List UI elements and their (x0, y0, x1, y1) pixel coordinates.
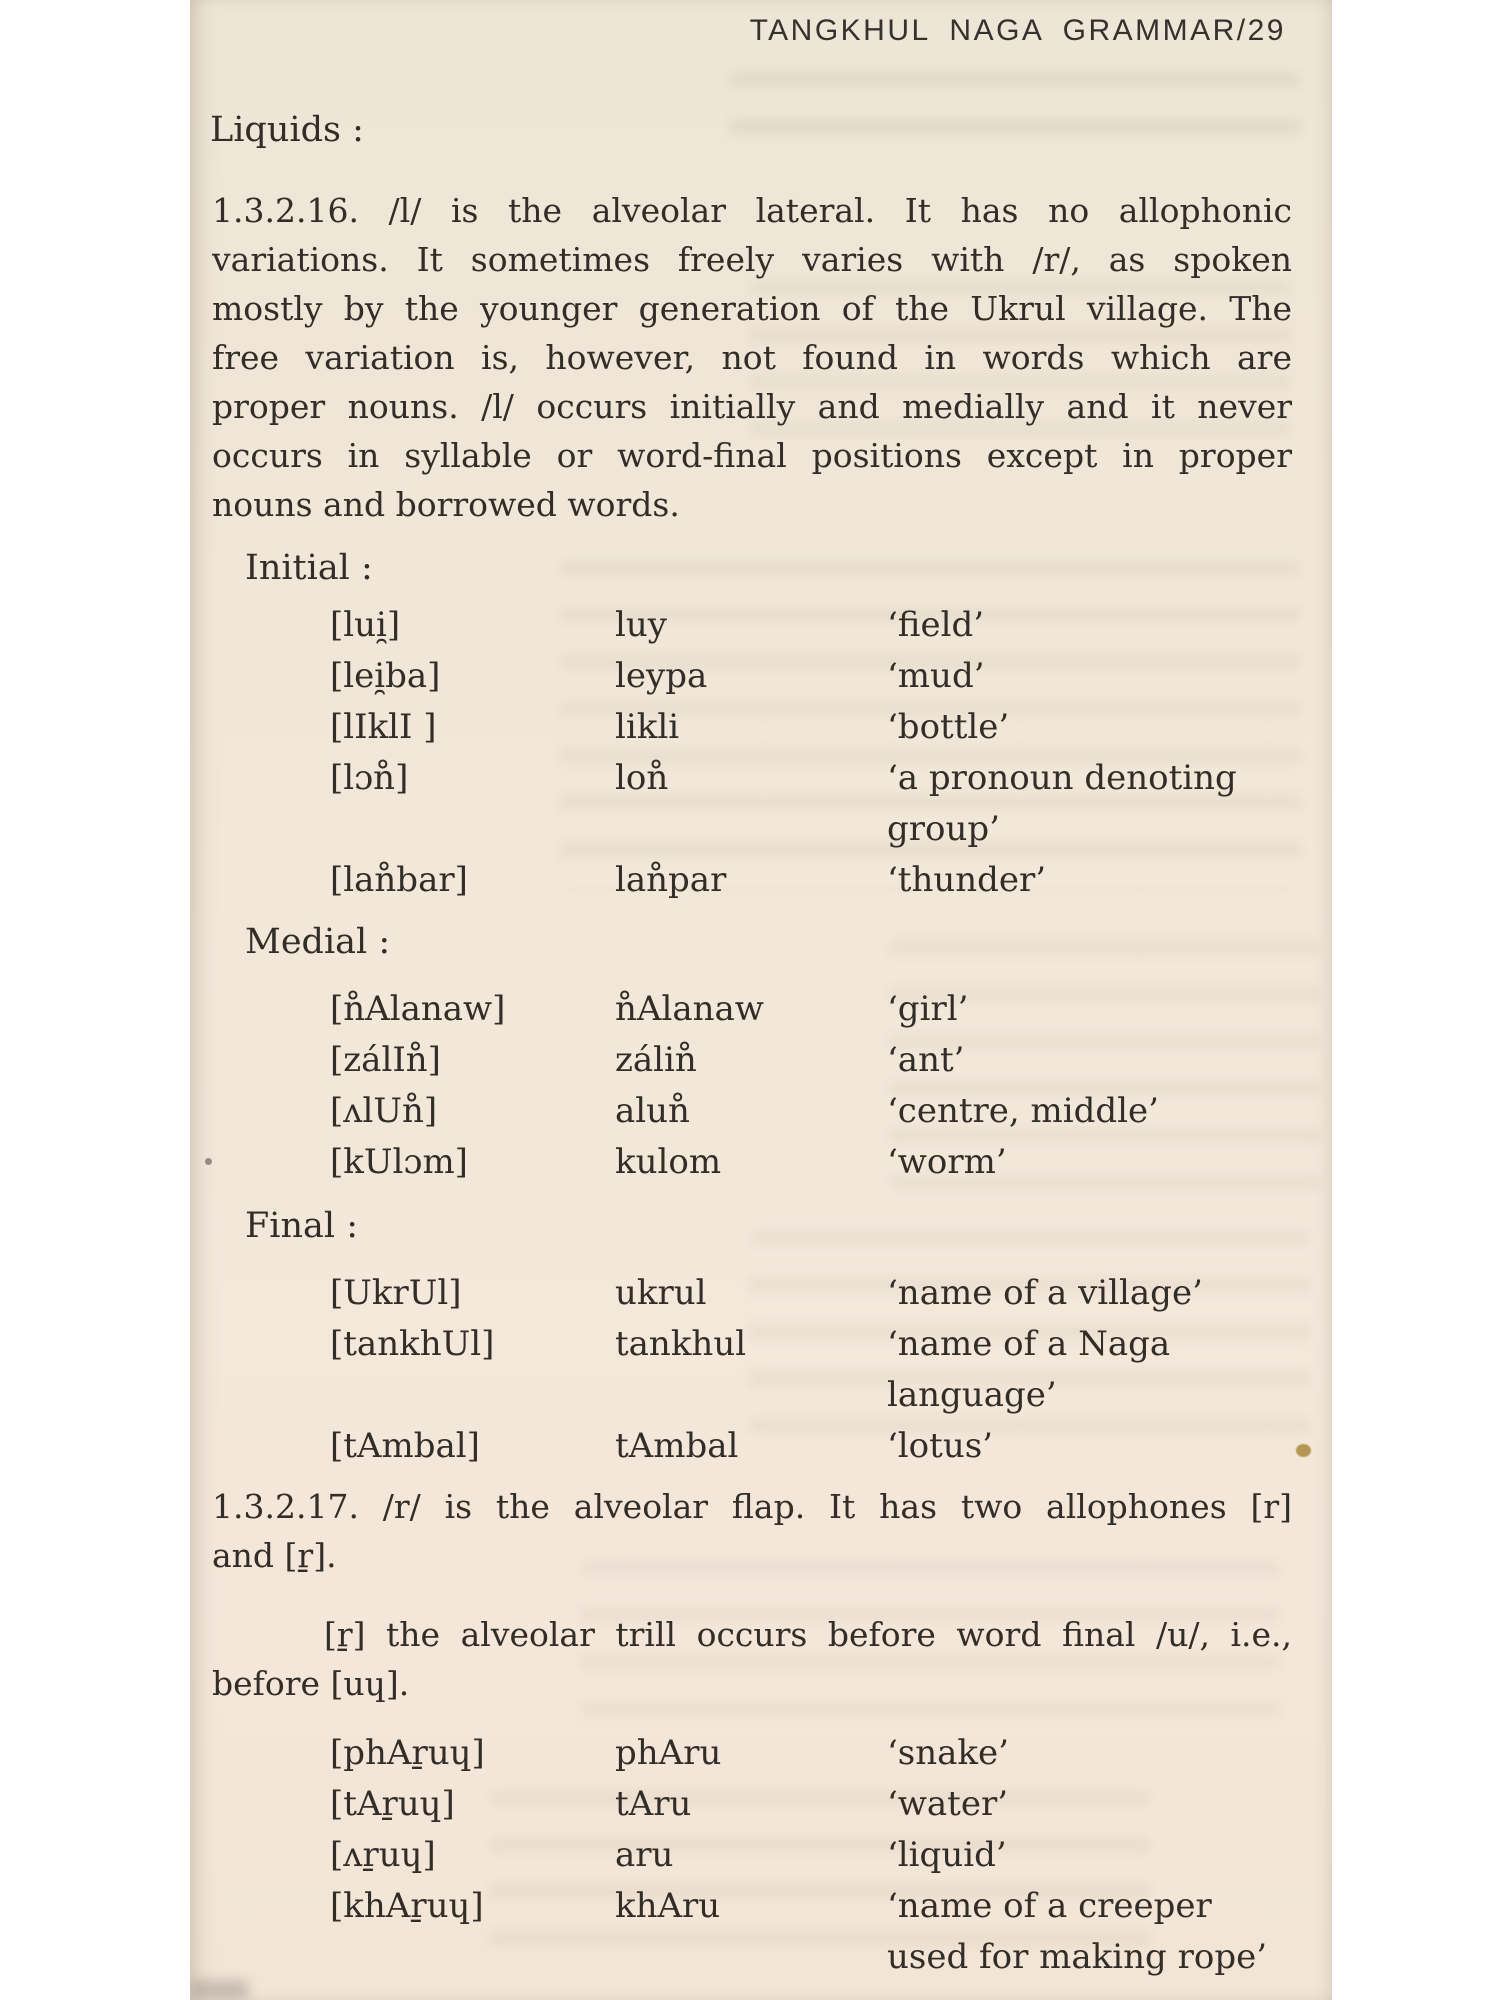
roman-cell: luy (615, 605, 667, 645)
roman-cell: lon̊ (615, 758, 669, 798)
gloss-cell: ‘mud’ (887, 656, 985, 696)
example-row (190, 984, 1332, 1035)
roman-cell: tAru (615, 1784, 692, 1824)
examples-table-initial (190, 600, 1332, 906)
ink-speck (205, 1158, 212, 1165)
roman-cell: n̊Alanaw (615, 989, 764, 1029)
phonetic-cell: [phAṟuɥ] (330, 1733, 485, 1773)
section-heading-liquids: Liquids : (210, 110, 364, 150)
roman-cell: lan̊par (615, 860, 727, 900)
example-row (190, 651, 1332, 702)
section-heading-medial: Medial : (245, 922, 391, 962)
examples-table-final (190, 1268, 1332, 1472)
example-row (190, 1035, 1332, 1086)
phonetic-cell: [kUlɔm] (330, 1142, 468, 1182)
paragraph-line: and [ṟ]. (212, 1536, 337, 1575)
running-header: TANGKHUL NAGA GRAMMAR/29 (749, 14, 1286, 47)
phonetic-cell: [UkrUl] (330, 1273, 462, 1313)
gloss-cell: ‘name of a creeper used for making rope’ (887, 1886, 1268, 1977)
paragraph-line: variations. It sometimes freely varies with /r/, as spoken (212, 240, 1292, 279)
paragraph-1-3-2-17 (212, 1482, 1292, 1580)
roman-cell: leypa (615, 656, 708, 696)
paragraph-line: 1.3.2.16. /l/ is the alveolar lateral. It has no allophonic (212, 191, 1292, 230)
example-row (190, 1830, 1332, 1881)
edge-smudge (190, 1980, 248, 2000)
paragraph-line: [ṟ] the alveolar trill occurs before word final /u/, i.e., (324, 1615, 1292, 1654)
example-row (190, 1319, 1332, 1421)
example-row (190, 1728, 1332, 1779)
bleed-through-smudge (730, 72, 1300, 142)
gloss-cell: ‘name of a village’ (887, 1273, 1203, 1313)
phonetic-cell: [zálIn̊] (330, 1040, 441, 1080)
paragraph-line: proper nouns. /l/ occurs initially and medially and it never (212, 387, 1292, 426)
paragraph-line: occurs in syllable or word-final positions except in proper (212, 436, 1292, 475)
section-heading-final: Final : (245, 1206, 358, 1246)
roman-cell: likli (615, 707, 680, 747)
example-row (190, 1137, 1332, 1188)
stain-dot (1296, 1444, 1311, 1457)
phonetic-cell: [n̊Alanaw] (330, 989, 506, 1029)
phonetic-cell: [lɔn̊] (330, 758, 409, 798)
phonetic-cell: [tAmbal] (330, 1426, 480, 1466)
paragraph-line: before [uɥ]. (212, 1664, 410, 1703)
examples-table-medial (190, 984, 1332, 1188)
phonetic-cell: [tAṟuɥ] (330, 1784, 455, 1824)
gloss-cell: ‘field’ (887, 605, 985, 645)
phonetic-cell: [ʌṟuɥ] (330, 1835, 436, 1875)
paragraph-1-3-2-16 (212, 186, 1292, 529)
example-row (190, 1779, 1332, 1830)
phonetic-cell: [lIklI ] (330, 707, 437, 747)
roman-cell: alun̊ (615, 1091, 690, 1131)
phonetic-cell: [lui̯] (330, 605, 401, 645)
paragraph-line: free variation is, however, not found in words which are (212, 338, 1292, 377)
gloss-cell: ‘bottle’ (887, 707, 1010, 747)
examples-table-trill (190, 1728, 1332, 1983)
example-row (190, 855, 1332, 906)
gloss-cell: ‘snake’ (887, 1733, 1009, 1773)
roman-cell: tankhul (615, 1324, 747, 1364)
example-row (190, 1268, 1332, 1319)
gloss-cell: ‘water’ (887, 1784, 1009, 1824)
gloss-cell: ‘ant’ (887, 1040, 965, 1080)
roman-cell: aru (615, 1835, 674, 1875)
paragraph-trill (212, 1610, 1292, 1708)
roman-cell: ukrul (615, 1273, 707, 1313)
phonetic-cell: [ʌlUn̊] (330, 1091, 438, 1131)
gloss-cell: ‘lotus’ (887, 1426, 993, 1466)
roman-cell: phAru (615, 1733, 722, 1773)
gloss-cell: ‘liquid’ (887, 1835, 1007, 1875)
section-heading-initial: Initial : (245, 548, 373, 588)
gloss-cell: ‘name of a Naga language’ (887, 1324, 1171, 1415)
example-row (190, 753, 1332, 855)
gloss-cell: ‘thunder’ (887, 860, 1047, 900)
example-row (190, 1881, 1332, 1983)
roman-cell: zálin̊ (615, 1040, 697, 1080)
example-row (190, 600, 1332, 651)
paragraph-line: mostly by the younger generation of the Ukrul village. The (212, 289, 1292, 328)
roman-cell: kulom (615, 1142, 722, 1182)
roman-cell: khAru (615, 1886, 721, 1926)
roman-cell: tAmbal (615, 1426, 739, 1466)
phonetic-cell: [lan̊bar] (330, 860, 468, 900)
phonetic-cell: [tankhUl] (330, 1324, 495, 1364)
example-row (190, 1086, 1332, 1137)
paragraph-line: nouns and borrowed words. (212, 485, 680, 524)
phonetic-cell: [khAṟuɥ] (330, 1886, 484, 1926)
gloss-cell: ‘girl’ (887, 989, 969, 1029)
phonetic-cell: [lei̯ba] (330, 656, 441, 696)
paragraph-line: 1.3.2.17. /r/ is the alveolar flap. It has two allophones [r] (212, 1487, 1292, 1526)
gloss-cell: ‘a pronoun denoting group’ (887, 758, 1237, 849)
example-row (190, 702, 1332, 753)
book-page (190, 0, 1332, 2000)
gloss-cell: ‘worm’ (887, 1142, 1007, 1182)
gloss-cell: ‘centre, middle’ (887, 1091, 1159, 1131)
example-row (190, 1421, 1332, 1472)
